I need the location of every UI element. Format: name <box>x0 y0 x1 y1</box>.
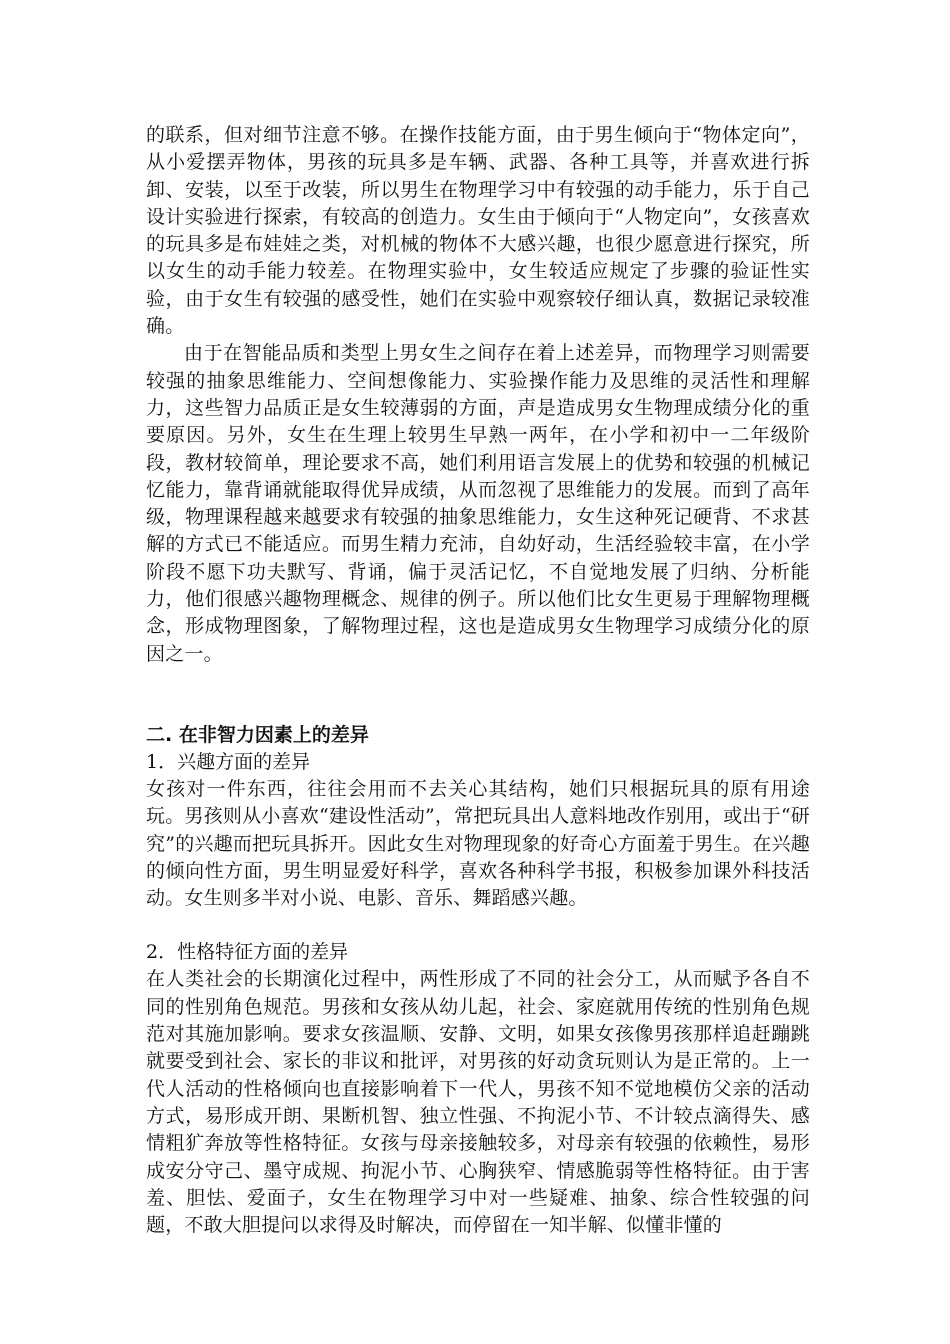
paragraph-personality: 在人类社会的长期演化过程中，两性形成了不同的社会分工，从而赋予各自不同的性别角色规范。男孩和女孩从幼儿起，社会、家庭就用传统的性别角色规范对其施加影响。要求女孩温顺、安静、文明，如果女孩像男孩那样追赶蹦跳就要受到社会、家长的非议和批评，对男孩的好动贪玩则认为是正常的。上一代人活动的性格倾向也直接影响着下一代人，男孩不知不觉地模仿父亲的活动方式，易形成开朗、果断机智、独立性强、不拘泥小节、不计较点滴得失、感情粗犷奔放等性格特征。女孩与母亲接触较多，对母亲有较强的依赖性，易形成安分守己、墨守成规、拘泥小节、心胸狭窄、情感脆弱等性格特征。由于害羞、胆怯、爱面子，女生在物理学习中对一些疑难、抽象、综合性较强的问题，不敢大胆提问以求得及时解决，而停留在一知半解、似懂非懂的 <box>146 968 810 1237</box>
paragraph-interest: 女孩对一件东西，往往会用而不去关心其结构，她们只根据玩具的原有用途玩。男孩则从小喜欢“建设性活动”，常把玩具出人意料地改作别用，或出于“研究”的兴趣而把玩具拆开。因此女生对物理现象的好奇心方面羞于男生。在兴趣的倾向性方面，男生明显爱好科学，喜欢各种科学书报，积极参加课外科技活动。女生则多半对小说、电影、音乐、舞蹈感兴趣。 <box>146 777 810 910</box>
section-heading-non-intelligence: 二. 在非智力因素上的差异 <box>146 723 369 746</box>
subheading-personality: 2．性格特征方面的差异 <box>146 941 349 964</box>
document-page <box>146 122 810 1239</box>
paragraph-gap <box>146 912 810 939</box>
subheading-interest: 1．兴趣方面的差异 <box>146 750 311 773</box>
paragraph-continued: 的联系，但对细节注意不够。在操作技能方面，由于男生倾向于“物体定向”，从小爱摆弄物体，男孩的玩具多是车辆、武器、各种工具等，并喜欢进行拆卸、安装，以至于改装，所以男生在物理学习中有较强的动手能力，乐于自己设计实验进行探索，有较高的创造力。女生由于倾向于“人物定向”，女孩喜欢的玩具多是布娃娃之类，对机械的物体不大感兴趣，也很少愿意进行探究，所以女生的动手能力较差。在物理实验中，女生较适应规定了步骤的验证性实验，由于女生有较强的感受性，她们在实验中观察较仔细认真，数据记录较准确。 <box>146 124 810 338</box>
paragraph-intelligence-differences: 由于在智能品质和类型上男女生之间存在着上述差异，而物理学习则需要较强的抽象思维能力、空间想像能力、实验操作能力及思维的灵活性和理解力，这些智力品质正是女生较薄弱的方面，声是造成男女生物理成绩分化的重要原因。另外，女生在生理上较男生早熟一两年，在小学和初中一二年级阶段，教材较简单，理论要求不高，她们利用语言发展上的优势和较强的机械记忆能力，靠背诵就能取得优异成绩，从而忽视了思维能力的发展。而到了高年级，物理课程越来越要求有较强的抽象思维能力，女生这种死记硬背、不求甚解的方式已不能适应。而男生精力充沛，自幼好动，生活经验较丰富，在小学阶段不愿下功夫默写、背诵，偏于灵活记忆，不自觉地发展了归纳、分析能力，他们很感兴趣物理概念、规律的例子。所以他们比女生更易于理解物理概念，形成物理图象，了解物理过程，这也是造成男女生物理学习成绩分化的原因之一。 <box>146 342 810 665</box>
